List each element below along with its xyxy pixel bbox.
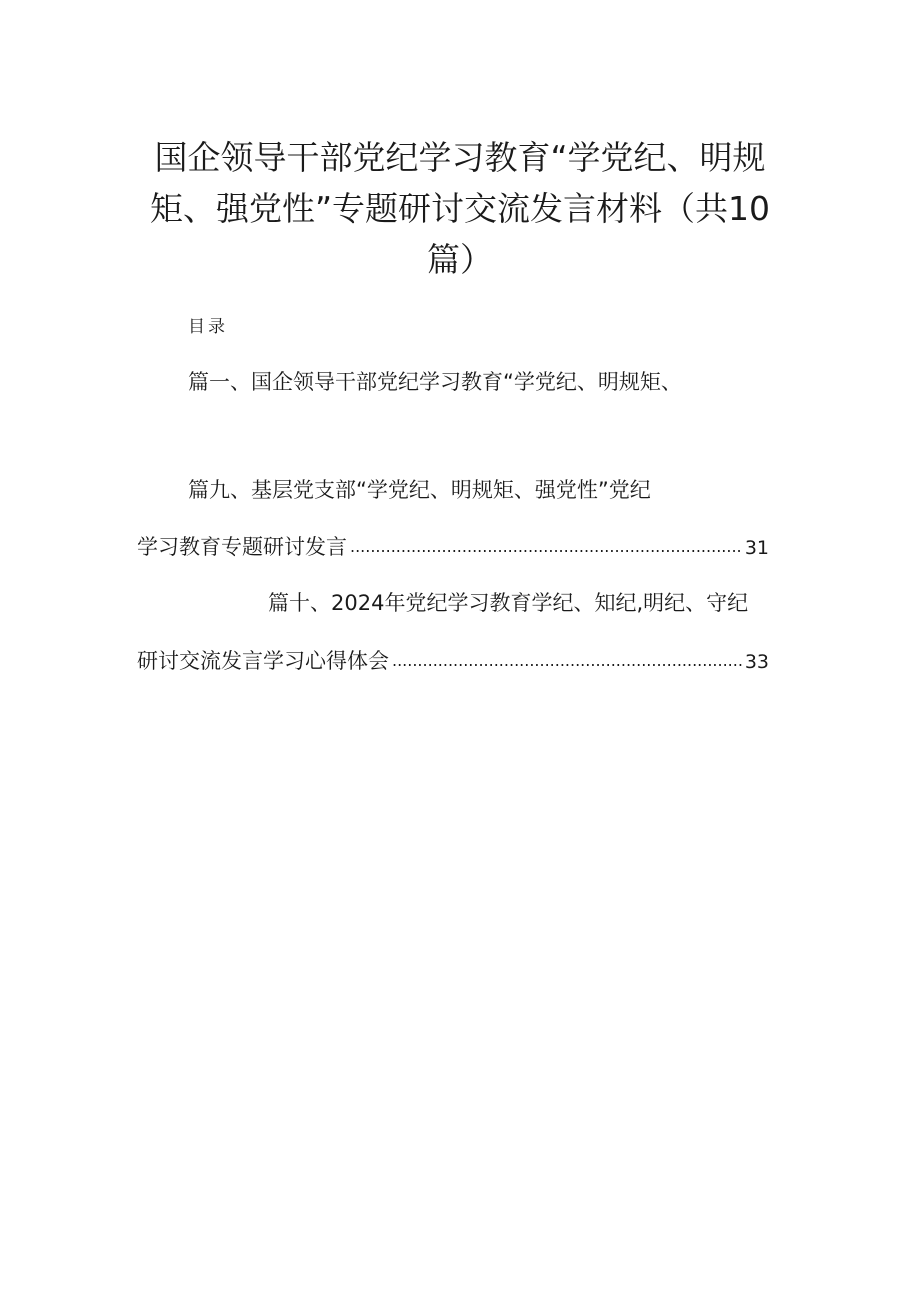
toc-entry-10-line1[interactable]: 篇十、2024年党纪学习教育学纪、知纪,明纪、守纪 (268, 591, 749, 615)
toc-entry-9-page: 31 (744, 537, 769, 559)
document-title: 国企领导干部党纪学习教育“学党纪、明规矩、强党性”专题研讨交流发言材料（共10篇） (149, 138, 771, 279)
dot-leader (392, 646, 742, 676)
toc-entry-9-text: 学习教育专题研讨发言 (137, 535, 347, 559)
toc-entry-10-page: 33 (744, 651, 769, 673)
dot-leader (350, 532, 742, 562)
toc-heading: 目录 (188, 317, 228, 337)
toc-entry-9-line2[interactable] (137, 532, 769, 564)
toc-entry-1[interactable]: 篇一、国企领导干部党纪学习教育“学党纪、明规矩、 (188, 370, 682, 394)
toc-entry-10-line2[interactable] (137, 646, 769, 678)
toc-entry-9-line1[interactable]: 篇九、基层党支部“学党纪、明规矩、强党性”党纪 (188, 478, 651, 502)
toc-entry-10-text: 研讨交流发言学习心得体会 (137, 649, 389, 673)
